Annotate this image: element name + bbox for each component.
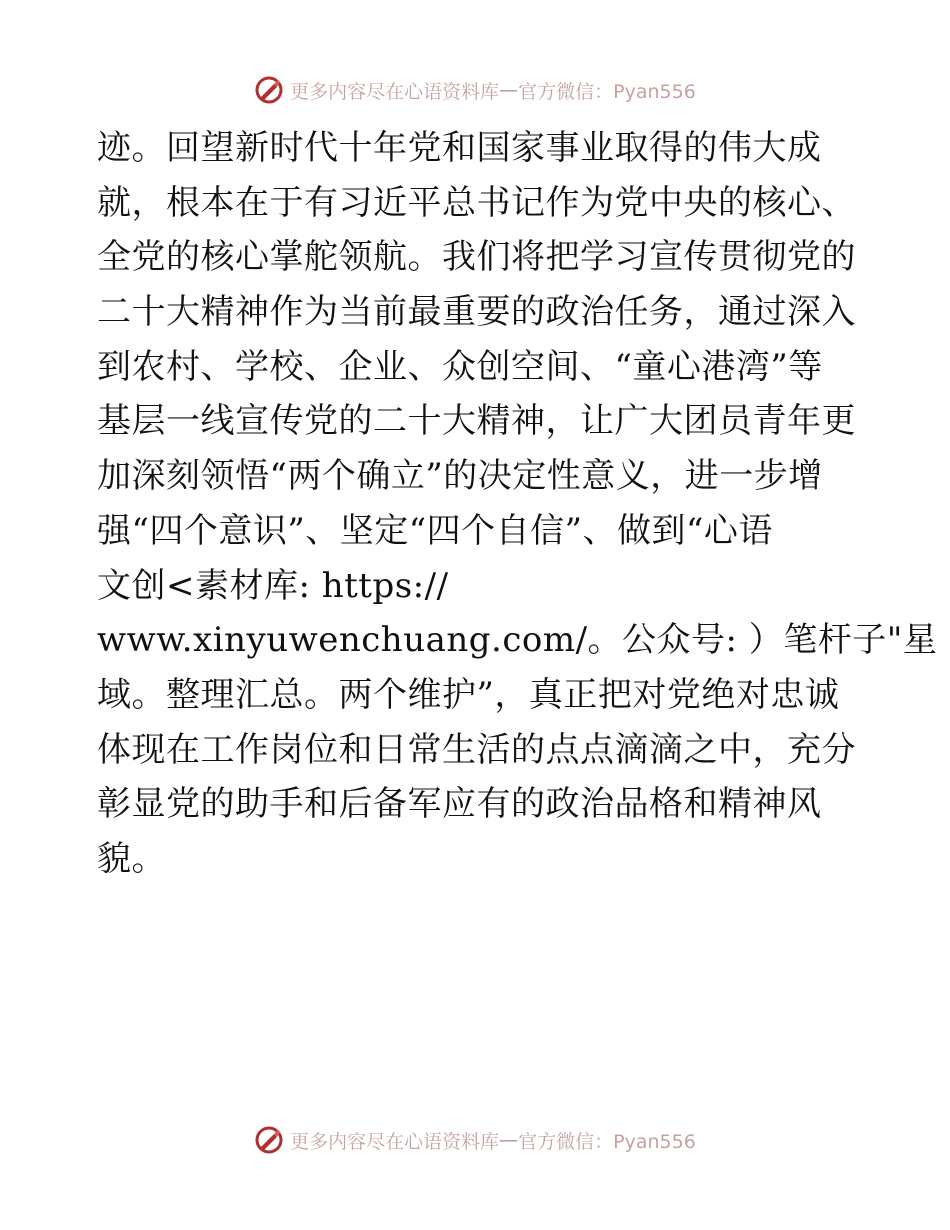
header-contact: 官方微信：Pyan556 bbox=[518, 80, 696, 103]
footer-banner bbox=[0, 1120, 950, 1160]
body-text bbox=[97, 121, 938, 887]
header-separator: — bbox=[499, 79, 519, 101]
footer-separator: — bbox=[499, 1129, 519, 1151]
body-line: 迹。回望新时代十年党和国家事业取得的伟大成 bbox=[97, 128, 822, 168]
footer-contact: 官方微信：Pyan556 bbox=[518, 1130, 696, 1153]
body-line: 基层一线宣传党的二十大精神，让广大团员青年更 bbox=[97, 401, 856, 442]
footer-slogan: 更多内容尽在心语资料库 bbox=[290, 1130, 500, 1153]
body-line: 文创<素材库: https:// bbox=[97, 565, 449, 606]
body-line: 体现在工作岗位和日常生活的点点滴滴之中，充分 bbox=[97, 729, 856, 770]
header-banner bbox=[0, 70, 950, 110]
body-line: www.xinyuwenchuang.com/。公众号: ）笔杆子"星 bbox=[97, 620, 938, 661]
body-line: 加深刻领悟“两个确立”的决定性意义，进一步增 bbox=[97, 456, 823, 497]
body-line: 彰显党的助手和后备军应有的政治品格和精神风 bbox=[97, 784, 822, 825]
pen-circle-logo-icon bbox=[254, 1125, 284, 1155]
body-line: 强“四个意识”、坚定“四个自信”、做到“心语 bbox=[97, 510, 773, 551]
body-line: 二十大精神作为当前最重要的政治任务，通过深入 bbox=[97, 292, 856, 333]
body-line: 全党的核心掌舵领航。我们将把学习宣传贯彻党的 bbox=[97, 237, 856, 278]
body-line: 到农村、学校、企业、众创空间、“童心港湾”等 bbox=[97, 346, 823, 387]
body-line: 貌。 bbox=[97, 838, 166, 879]
body-line: 域。整理汇总。两个维护”，真正把对党绝对忠诚 bbox=[97, 674, 840, 715]
body-line: 就，根本在于有习近平总书记作为党中央的核心、 bbox=[97, 182, 856, 223]
header-slogan: 更多内容尽在心语资料库 bbox=[290, 80, 500, 103]
pen-circle-logo-icon bbox=[254, 75, 284, 105]
